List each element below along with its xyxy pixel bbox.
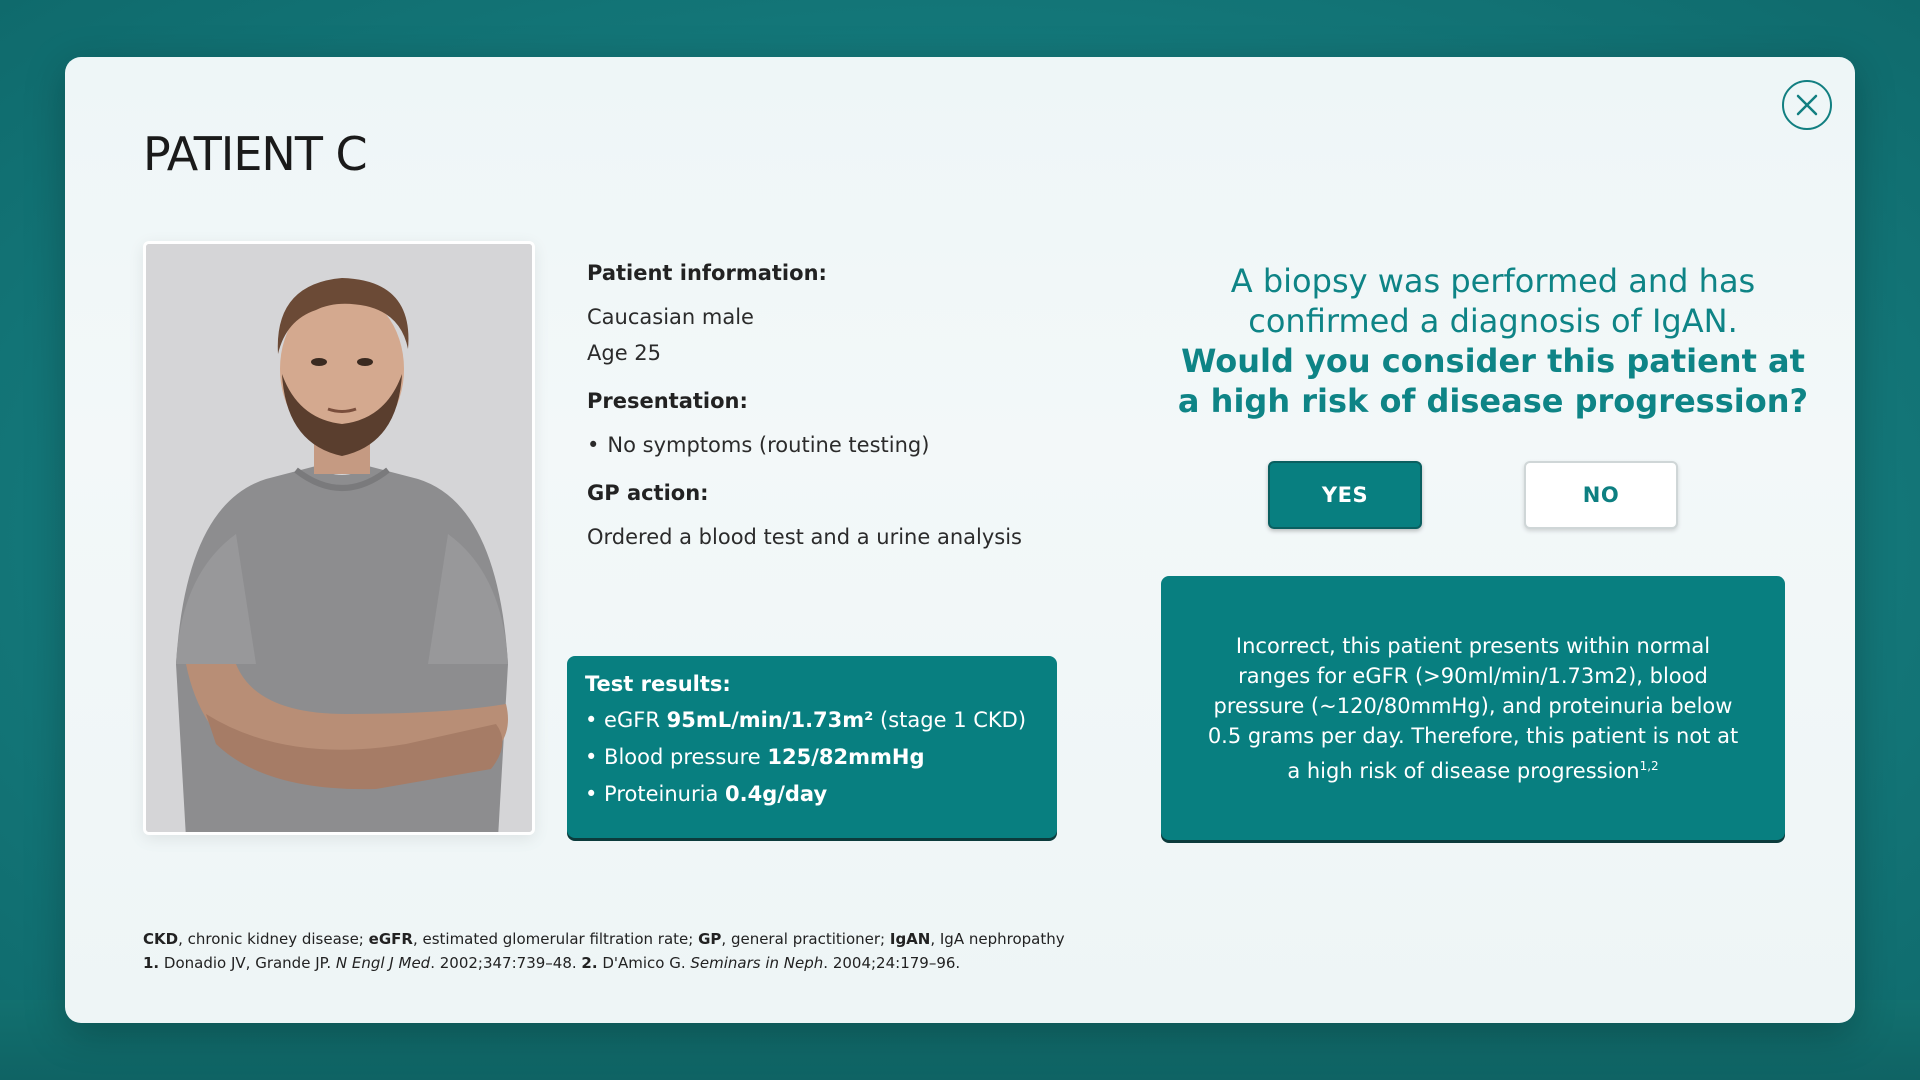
close-button[interactable] bbox=[1782, 80, 1832, 130]
question-context: A biopsy was performed and has confirmed a diagnosis of IgAN. bbox=[1230, 262, 1756, 340]
question-prompt: Would you consider this patient at a high risk of disease progression? bbox=[1177, 342, 1809, 420]
patient-info-heading: Patient information: bbox=[587, 261, 827, 285]
proteinuria-value: 0.4g/day bbox=[725, 782, 828, 806]
gp-action-heading: GP action: bbox=[587, 481, 709, 505]
test-results-heading: Test results: bbox=[585, 672, 731, 696]
proteinuria-row: • Proteinuria 0.4g/day bbox=[585, 782, 828, 806]
close-icon bbox=[1794, 92, 1820, 118]
gp-action-text: Ordered a blood test and a urine analysis bbox=[587, 525, 1022, 549]
patient-illustration bbox=[146, 244, 535, 835]
feedback-text: Incorrect, this patient presents within normal ranges for eGFR (>90ml/min/1.73m2), blood pressure (~120/80mmHg), and proteinuria below 0.5 grams per day. Therefore, this patient is not at a high risk of disease progression bbox=[1207, 633, 1739, 783]
patient-age: Age 25 bbox=[587, 341, 662, 365]
references: 1. Donadio JV, Grande JP. N Engl J Med. 2002;347:739–48. 2. D'Amico G. Seminars in Neph. 2004;24:179–96. bbox=[143, 954, 961, 972]
feedback-refs: 1,2 bbox=[1639, 758, 1659, 773]
question-text bbox=[1173, 261, 1813, 421]
yes-button[interactable]: YES bbox=[1268, 461, 1422, 529]
patient-photo bbox=[143, 241, 535, 835]
patient-modal bbox=[65, 57, 1855, 1023]
presentation-item: • No symptoms (routine testing) bbox=[587, 427, 1107, 463]
feedback-panel bbox=[1161, 576, 1785, 840]
footnotes bbox=[143, 927, 1243, 975]
bp-value: 125/82mmHg bbox=[767, 745, 925, 769]
patient-info bbox=[587, 261, 1107, 573]
bp-row: • Blood pressure 125/82mmHg bbox=[585, 745, 925, 769]
presentation-heading: Presentation: bbox=[587, 389, 748, 413]
test-results-card bbox=[567, 656, 1057, 838]
egfr-value: 95mL/min/1.73m² bbox=[666, 708, 874, 732]
no-button[interactable]: NO bbox=[1524, 461, 1678, 529]
page-title: PATIENT C bbox=[143, 127, 367, 181]
patient-ethnicity: Caucasian male bbox=[587, 305, 754, 329]
abbreviations: CKD, chronic kidney disease; eGFR, estimated glomerular filtration rate; GP, general practitioner; IgAN, IgA nephropathy bbox=[143, 930, 1065, 948]
egfr-row: • eGFR 95mL/min/1.73m² (stage 1 CKD) bbox=[585, 708, 1027, 732]
